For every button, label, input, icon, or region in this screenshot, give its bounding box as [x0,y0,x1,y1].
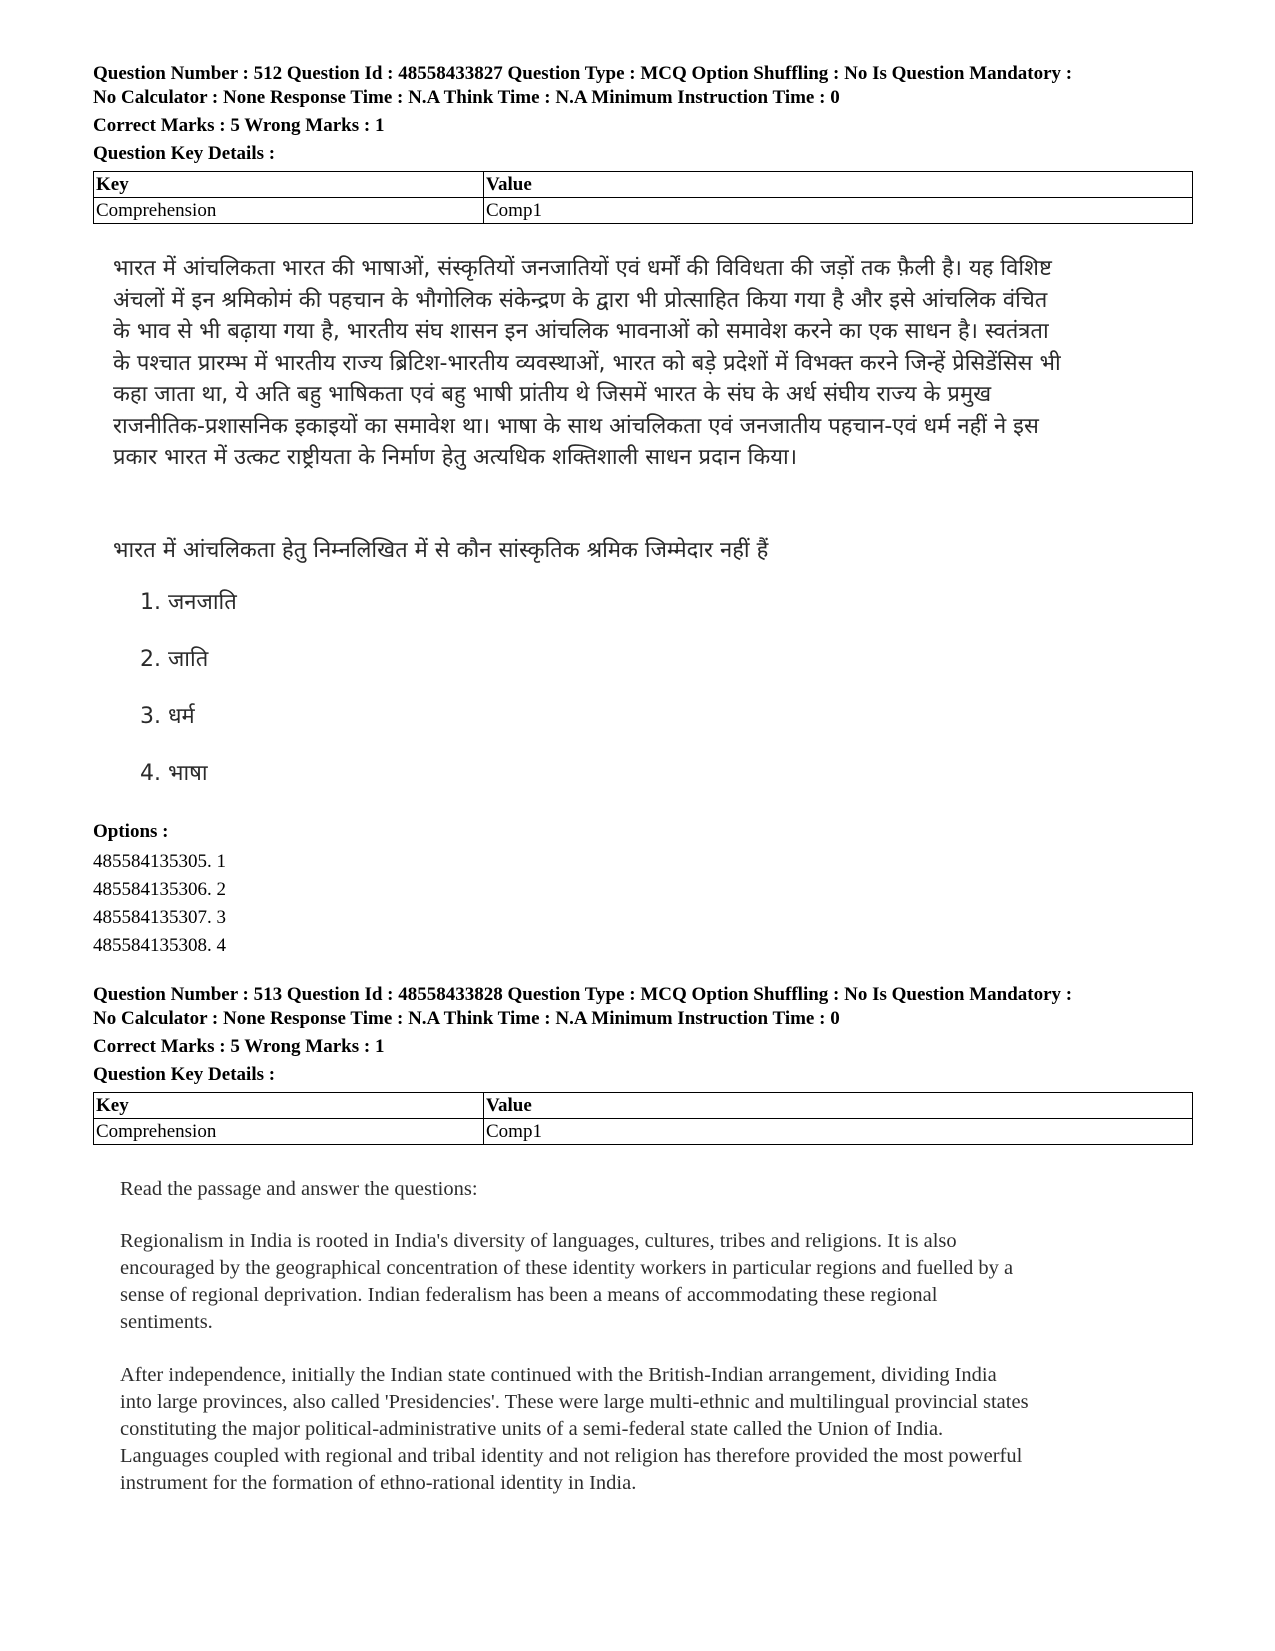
passage-line: के भाव से भी बढ़ाया गया है, भारतीय संघ शासन इन आंचलिक भावनाओं को समावेश करने का एक साधन है। स्वतंत्रता [113,319,1049,344]
choice-item: 3. धर्म [140,704,195,729]
question-marks: Correct Marks : 5 Wrong Marks : 1 [93,115,385,136]
choice-item: 1. जनजाति [140,590,237,615]
paragraph-line: sense of regional deprivation. Indian federalism has been a means of accommodating these regional [120,1284,938,1306]
key-header-cell: Key [94,172,484,198]
options-label: Options : [93,821,169,842]
question-513-header [93,983,1193,1145]
paragraph-line: Regionalism in India is rooted in India's diversity of languages, cultures, tribes and religions. It is also [120,1230,957,1252]
question-key-details-label: Question Key Details : [93,1064,276,1085]
hindi-passage [113,253,1183,474]
question-meta-line2: No Calculator : None Response Time : N.A Think Time : N.A Minimum Instruction Time : 0 [93,87,840,108]
passage-line: राजनीतिक-प्रशासनिक इकाइयों का समावेश था। भाषा के साथ आंचलिकता एवं जनजातीय पहचान-एवं धर्म नहीं ने इस [113,413,1039,439]
option-id-list [93,848,226,960]
question-key-table [93,1092,1193,1145]
paragraph-line: After independence, initially the Indian state continued with the British-Indian arrangement, dividing India [120,1364,997,1386]
option-id-item: 485584135307. 3 [93,907,226,928]
choice-item: 2. जाति [140,647,209,672]
paragraph-line: instrument for the formation of ethno-rational identity in India. [120,1472,637,1494]
english-paragraph-2 [120,1362,1180,1497]
passage-line: अंचलों में इन श्रमिकोमं की पहचान के भौगोलिक संकेन्द्रण के द्वारा भी प्रोत्साहित किया गया है और इसे आंचलिक वंचित [113,287,1048,313]
hindi-question-text: भारत में आंचलिकता हेतु निम्नलिखित में से कौन सांस्कृतिक श्रमिक जिम्मेदार नहीं हैं [113,538,769,563]
passage-instruction: Read the passage and answer the questions: [120,1178,478,1200]
question-key-details-label: Question Key Details : [93,143,276,164]
question-meta-line1: Question Number : 512 Question Id : 48558433827 Question Type : MCQ Option Shuffling : No Is Question Mandatory : [93,63,1073,84]
question-marks: Correct Marks : 5 Wrong Marks : 1 [93,1036,385,1057]
question-key-table [93,171,1193,224]
passage-line: भारत में आंचलिकता भारत की भाषाओं, संस्कृतियों जनजातियों एवं धर्मों की विविधता की जड़ों तक फ़ैली है। यह विशिष्ट [113,256,1052,281]
key-cell: Comprehension [94,198,484,224]
key-table-header-row [94,1093,1193,1119]
hindi-choice-list [140,588,237,816]
question-meta-line2: No Calculator : None Response Time : N.A Think Time : N.A Minimum Instruction Time : 0 [93,1008,840,1029]
value-cell: Comp1 [484,198,1193,224]
question-512-header [93,62,1193,224]
paragraph-line: sentiments. [120,1311,213,1333]
key-header-cell: Key [94,1093,484,1119]
paragraph-line: constituting the major political-administrative units of a semi-federal state called the Union of India. [120,1418,944,1440]
question-meta-line1: Question Number : 513 Question Id : 48558433828 Question Type : MCQ Option Shuffling : No Is Question Mandatory : [93,984,1073,1005]
choice-item: 4. भाषा [140,761,208,786]
key-table-row [94,198,1193,224]
english-paragraph-1 [120,1228,1180,1336]
option-id-item: 485584135306. 2 [93,879,226,900]
passage-line: के पश्चात प्रारम्भ में भारतीय राज्य ब्रिटिश-भारतीय व्यवस्थाओं, भारत को बड़े प्रदेशों में विभक्त करने जिन्हें प्रेसिडेंसिस भी [113,350,1061,376]
key-cell: Comprehension [94,1119,484,1145]
value-header-cell: Value [484,172,1193,198]
key-table-header-row [94,172,1193,198]
passage-line: प्रकार भारत में उत्कट राष्ट्रीयता के निर्माण हेतु अत्यधिक शक्तिशाली साधन प्रदान किया। [113,445,798,470]
passage-line: कहा जाता था, ये अति बहु भाषिकता एवं बहु भाषी प्रांतीय थे जिसमें भारत के संघ के अर्ध संघीय राज्य के प्रमुख [113,382,992,407]
value-header-cell: Value [484,1093,1193,1119]
paragraph-line: Languages coupled with regional and tribal identity and not religion has therefore provided the most powerful [120,1445,1023,1467]
option-id-item: 485584135305. 1 [93,851,226,872]
paragraph-line: into large provinces, also called 'Presidencies'. These were large multi-ethnic and multilingual provincial states [120,1391,1029,1413]
value-cell: Comp1 [484,1119,1193,1145]
option-id-item: 485584135308. 4 [93,935,226,956]
key-table-row [94,1119,1193,1145]
paragraph-line: encouraged by the geographical concentration of these identity workers in particular regions and fuelled by a [120,1257,1014,1279]
